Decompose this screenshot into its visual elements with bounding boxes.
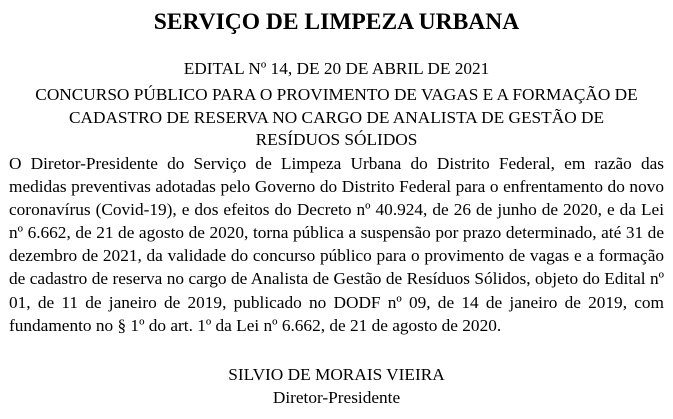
subject-line-2: CADASTRO DE RESERVA NO CARGO DE ANALISTA DE GESTÃO DE xyxy=(68,108,605,127)
edital-heading: EDITAL Nº 14, DE 20 DE ABRIL DE 2021 xyxy=(183,59,490,78)
signer-name: SILVIO DE MORAIS VIEIRA xyxy=(228,365,445,384)
signer-role: Diretor-Presidente xyxy=(272,388,401,407)
subject-line-3: RESÍDUOS SÓLIDOS xyxy=(255,130,418,149)
organization-title: SERVIÇO DE LIMPEZA URBANA xyxy=(153,9,520,35)
body-paragraph: O Diretor-Presidente do Serviço de Limpeza Urbana do Distrito Federal, em razão das medidas preventivas adotadas pelo Governo do Distrito Federal para o enfrentamento do novo coronavírus (Covid-19), e dos efeitos do Decreto nº 40.924, de 26 de junho de 2020, e da Lei nº 6.662, de 21 de agosto de 2020, torna pública a suspensão por prazo determinado, até 31 de dezembro de 2021, da validade do concurso público para o provimento de vagas e a formação de cadastro de reserva no cargo de Analista de Gestão de Resíduos Sólidos, objeto do Edital nº 01, de 11 de janeiro de 2019, publicado no DODF nº 09, de 14 de janeiro de 2019, com fundamento no § 1º do art. 1º da Lei nº 6.662, de 21 de agosto de 2020. xyxy=(9,154,664,335)
subject-line-1: CONCURSO PÚBLICO PARA O PROVIMENTO DE VAGAS E A FORMAÇÃO DE xyxy=(35,85,638,104)
